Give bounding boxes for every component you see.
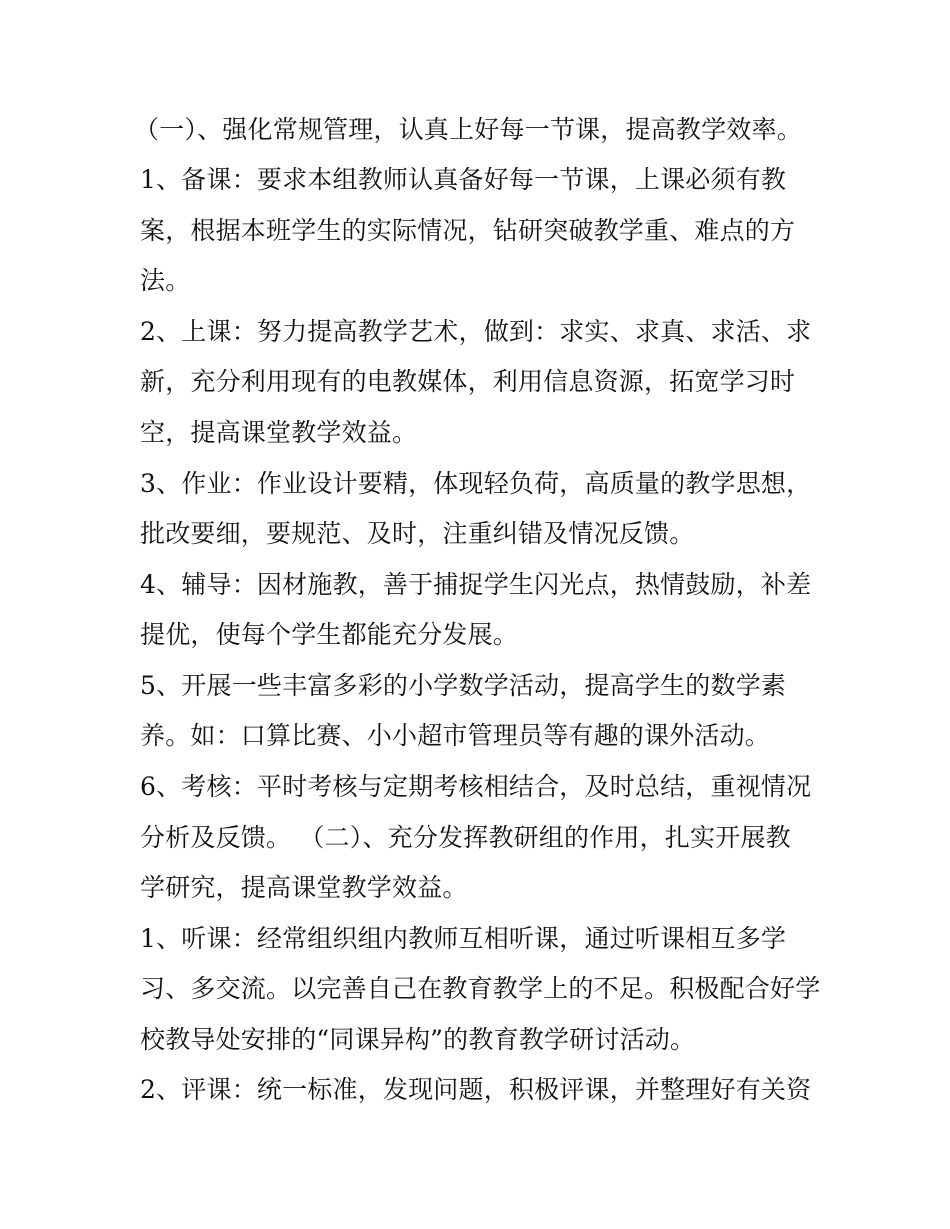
text-line-15: 分析及反馈。 （二）、充分发挥教研组的作用，扎实开展教 [140, 823, 791, 852]
text-line-20: 2、评课：统一标准，发现问题，积极评课，并整理好有关资 [140, 1075, 812, 1104]
text-line-19: 校教导处安排的“同课异构”的教育教学研讨活动。 [140, 1025, 696, 1054]
text-line-11: 提优，使每个学生都能充分发展。 [140, 620, 519, 649]
text-line-17: 1、听课：经常组织组内教师互相听课，通过听课相互多学 [140, 924, 787, 953]
text-line-4: 法。 [140, 266, 191, 295]
text-line-7: 空，提高课堂教学效益。 [140, 418, 418, 447]
text-line-9: 批改要细，要规范、及时，注重纠错及情况反馈。 [140, 519, 695, 548]
text-line-2: 1、备课：要求本组教师认真备好每一节课，上课必须有教 [140, 165, 787, 194]
text-line-14: 6、考核：平时考核与定期考核相结合，及时总结，重视情况 [140, 772, 812, 801]
text-line-3: 案，根据本班学生的实际情况，钻研突破教学重、难点的方 [140, 216, 796, 245]
text-line-12: 5、开展一些丰富多彩的小学数学活动，提高学生的数学素 [140, 671, 787, 700]
text-line-13: 养。如：口算比赛、小小超市管理员等有趣的课外活动。 [140, 721, 771, 750]
text-line-8: 3、作业：作业设计要精，体现轻负荷，高质量的教学思想， [140, 469, 812, 498]
text-line-18: 习、多交流。以完善自己在教育教学上的不足。积极配合好学 [140, 974, 821, 1003]
text-line-1: （一）、强化常规管理，认真上好每一节课，提高教学效率。 [134, 115, 802, 144]
text-line-10: 4、辅导：因材施教，善于捕捉学生闪光点，热情鼓励，补差 [140, 570, 812, 599]
text-line-16: 学研究，提高课堂教学效益。 [140, 873, 468, 902]
text-line-6: 新，充分利用现有的电教媒体，利用信息资源，拓宽学习时 [140, 367, 796, 396]
text-line-5: 2、上课：努力提高教学艺术，做到：求实、求真、求活、求 [140, 317, 812, 346]
